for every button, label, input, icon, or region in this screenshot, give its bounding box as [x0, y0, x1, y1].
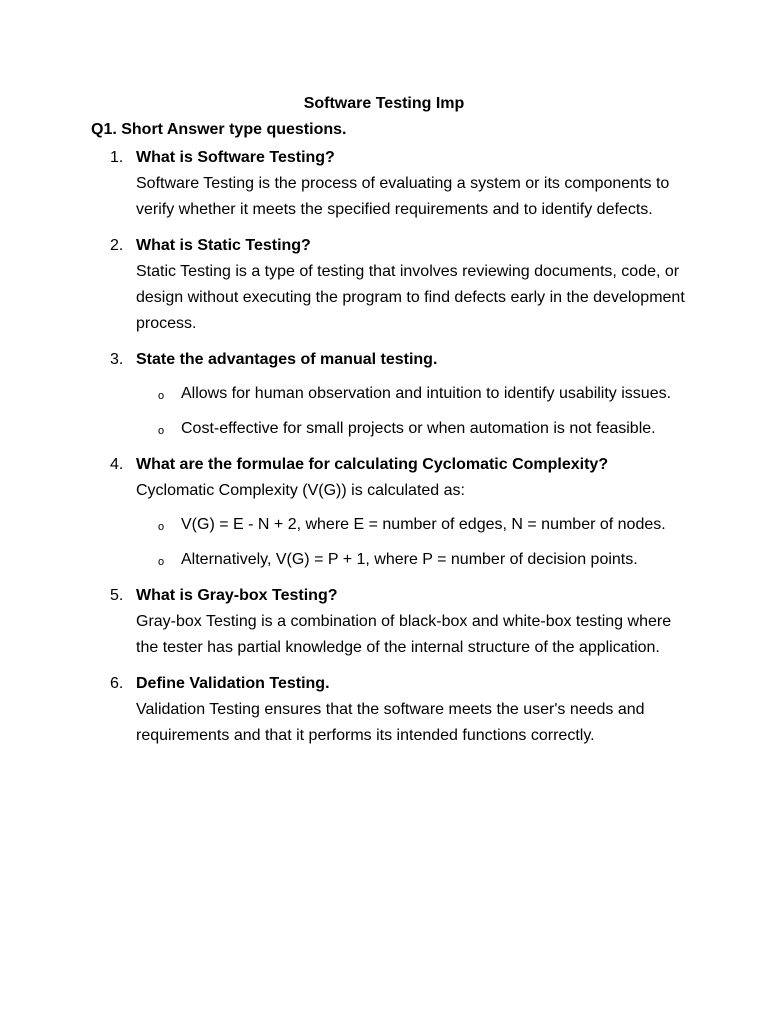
question-answer: Cyclomatic Complexity (V(G)) is calculated as:: [136, 482, 465, 499]
question-number: 5.: [110, 587, 124, 604]
question-answer: Validation Testing ensures that the software meets the user's needs and requirements and that it performs its intended functions correctly.: [136, 701, 645, 744]
question-number: 2.: [110, 237, 124, 254]
question-number: 1.: [110, 149, 124, 166]
bullet-text: V(G) = E - N + 2, where E = number of edges, N = number of nodes.: [181, 516, 666, 533]
question-number: 6.: [110, 675, 124, 692]
question-title: What is Static Testing?: [136, 237, 311, 254]
question-answer: Static Testing is a type of testing that involves reviewing documents, code, or design without executing the program to find defects early in the development process.: [136, 263, 685, 332]
document-title: Software Testing Imp: [303, 95, 465, 112]
question-body: [136, 233, 696, 337]
question-item-5: [0, 583, 768, 661]
question-item-6: [0, 671, 768, 749]
bullet-circle-icon: o: [158, 425, 165, 437]
bullet-list: [136, 381, 696, 442]
question-number: 3.: [110, 351, 124, 368]
question-number: 4.: [110, 456, 124, 473]
bullet-text: Alternatively, V(G) = P + 1, where P = number of decision points.: [181, 551, 638, 568]
question-item-1: [0, 145, 768, 223]
question-item-4: [0, 452, 768, 573]
bullet-item: [136, 381, 696, 407]
question-answer: Gray-box Testing is a combination of black-box and white-box testing where the tester has partial knowledge of the internal structure of the application.: [136, 613, 672, 656]
question-answer: Software Testing is the process of evaluating a system or its components to verify whether it meets the specified requirements and to identify defects.: [136, 175, 670, 218]
bullet-circle-icon: o: [158, 521, 165, 533]
bullet-item: [136, 416, 696, 442]
question-title: Define Validation Testing.: [136, 675, 330, 692]
bullet-item: [136, 547, 696, 573]
question-body: [136, 452, 696, 573]
bullet-text: Allows for human observation and intuition to identify usability issues.: [181, 385, 672, 402]
section-heading: Q1. Short Answer type questions.: [91, 121, 347, 138]
question-body: [136, 583, 696, 661]
question-title: What is Software Testing?: [136, 149, 335, 166]
question-item-3: [0, 347, 768, 442]
bullet-circle-icon: o: [158, 390, 165, 402]
question-title: State the advantages of manual testing.: [136, 351, 438, 368]
question-body: [136, 671, 696, 749]
question-body: [136, 347, 696, 442]
question-item-2: [0, 233, 768, 337]
question-list: [0, 145, 768, 759]
question-title: What is Gray-box Testing?: [136, 587, 338, 604]
bullet-circle-icon: o: [158, 556, 165, 568]
bullet-text: Cost-effective for small projects or when automation is not feasible.: [181, 420, 656, 437]
bullet-list: [136, 512, 696, 573]
question-body: [136, 145, 696, 223]
bullet-item: [136, 512, 696, 538]
question-title: What are the formulae for calculating Cyclomatic Complexity?: [136, 456, 609, 473]
